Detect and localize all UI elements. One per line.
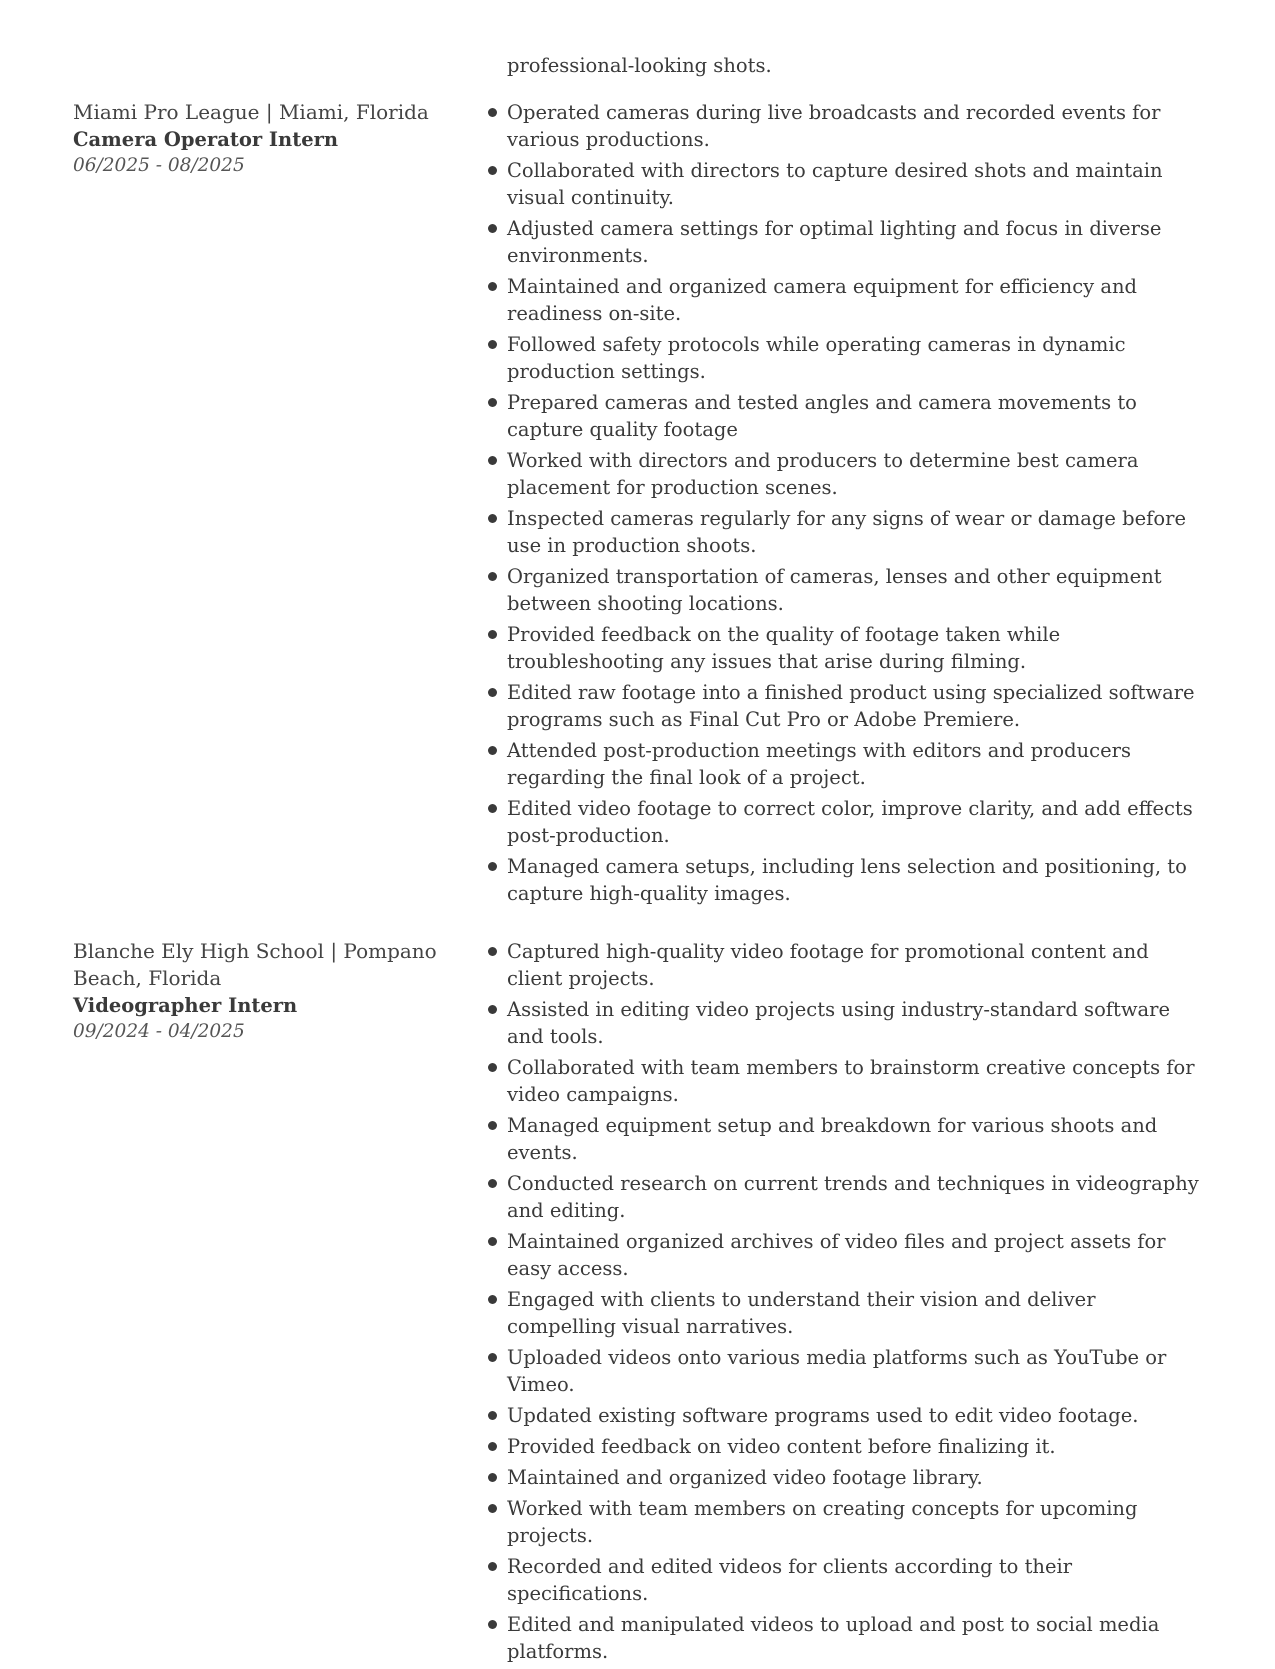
job-dates: 06/2025 - 08/2025 — [73, 155, 245, 176]
bullet-icon — [488, 1504, 497, 1513]
bullet-item — [507, 157, 1207, 211]
bullet-item — [507, 938, 1207, 992]
bullet-text: Updated existing software programs used to edit video footage. — [507, 1404, 1139, 1427]
bullet-text: Captured high-quality video footage for promotional content and client projects. — [507, 940, 1149, 990]
bullet-text: Edited raw footage into a finished product using specialized software programs such as Final Cut Pro or Adobe Premiere. — [507, 681, 1195, 731]
bullet-text: Edited and manipulated videos to upload and post to social media platforms. — [507, 1613, 1160, 1663]
bullet-icon — [488, 1620, 497, 1629]
bullet-item — [507, 679, 1207, 733]
bullet-item — [507, 853, 1207, 907]
bullet-text: Prepared cameras and tested angles and camera movements to capture quality footage — [507, 391, 1137, 441]
bullet-icon — [488, 1295, 497, 1304]
bullet-text: Collaborated with team members to brainstorm creative concepts for video campaigns. — [507, 1056, 1195, 1106]
bullet-item — [507, 215, 1207, 269]
bullet-icon — [488, 282, 497, 291]
employer-location: Blanche Ely High School | Pompano Beach, Florida — [73, 939, 437, 990]
job-dates: 09/2024 - 04/2025 — [73, 1021, 245, 1042]
bullet-text: Engaged with clients to understand their vision and deliver compelling visual narratives. — [507, 1288, 1096, 1338]
bullet-icon — [488, 1473, 497, 1482]
bullet-item — [507, 99, 1207, 153]
bullet-text: Maintained and organized camera equipment for efficiency and readiness on-site. — [507, 275, 1138, 325]
job-meta — [73, 99, 483, 179]
bullet-icon — [488, 514, 497, 523]
bullet-icon — [488, 804, 497, 813]
bullet-text: Provided feedback on video content before finalizing it. — [507, 1435, 1056, 1458]
bullet-text: Attended post-production meetings with editors and producers regarding the final look of a project. — [507, 739, 1131, 789]
bullet-item — [507, 1464, 1207, 1491]
bullet-icon — [488, 1121, 497, 1130]
bullet-text: Worked with directors and producers to determine best camera placement for production scenes. — [507, 449, 1139, 499]
bullet-item — [507, 389, 1207, 443]
bullet-text: Assisted in editing video projects using industry-standard software and tools. — [507, 998, 1171, 1048]
bullet-text: Maintained and organized video footage library. — [507, 1466, 983, 1489]
bullet-text: Maintained organized archives of video files and project assets for easy access. — [507, 1230, 1166, 1280]
bullet-item — [507, 273, 1207, 327]
bullet-text: Recorded and edited videos for clients according to their specifications. — [507, 1555, 1073, 1605]
bullet-item — [507, 1344, 1207, 1398]
bullet-item — [507, 563, 1207, 617]
bullet-text: Provided feedback on the quality of footage taken while troubleshooting any issues that arise during filming. — [507, 623, 1061, 673]
bullet-icon — [488, 1237, 497, 1246]
bullet-item — [507, 1553, 1207, 1607]
bullet-text: Edited video footage to correct color, improve clarity, and add effects post-production. — [507, 797, 1193, 847]
bullet-icon — [488, 340, 497, 349]
bullet-icon — [488, 947, 497, 956]
bullet-icon — [488, 1411, 497, 1420]
bullet-text: Worked with team members on creating concepts for upcoming projects. — [507, 1497, 1138, 1547]
bullet-icon — [488, 572, 497, 581]
bullet-icon — [488, 1005, 497, 1014]
bullet-icon — [488, 630, 497, 639]
bullet-item — [507, 621, 1207, 675]
bullet-icon — [488, 862, 497, 871]
job-title: Camera Operator Intern — [73, 128, 339, 151]
bullet-item — [507, 1228, 1207, 1282]
bullet-text: Conducted research on current trends and techniques in videography and editing. — [507, 1172, 1199, 1222]
bullet-item — [507, 737, 1207, 791]
bullet-text: Adjusted camera settings for optimal lighting and focus in diverse environments. — [507, 217, 1162, 267]
job-bullet-list — [507, 99, 1207, 911]
job-bullet-list — [507, 938, 1207, 1669]
bullet-icon — [488, 108, 497, 117]
bullet-item — [507, 505, 1207, 559]
job-title: Videographer Intern — [73, 994, 298, 1017]
bullet-item — [507, 1402, 1207, 1429]
bullet-icon — [488, 1562, 497, 1571]
bullet-icon — [488, 1179, 497, 1188]
bullet-icon — [488, 166, 497, 175]
bullet-icon — [488, 1063, 497, 1072]
job-meta — [73, 938, 483, 1045]
bullet-item — [507, 331, 1207, 385]
bullet-item — [507, 1054, 1207, 1108]
bullet-item — [507, 1112, 1207, 1166]
bullet-icon — [488, 224, 497, 233]
bullet-item — [507, 1286, 1207, 1340]
bullet-text: Collaborated with directors to capture desired shots and maintain visual continuity. — [507, 159, 1163, 209]
bullet-text: Managed equipment setup and breakdown for various shoots and events. — [507, 1114, 1158, 1164]
bullet-icon — [488, 688, 497, 697]
bullet-icon — [488, 1353, 497, 1362]
bullet-item — [507, 1433, 1207, 1460]
bullet-icon — [488, 1442, 497, 1451]
bullet-text: Managed camera setups, including lens selection and positioning, to capture high-quality images. — [507, 855, 1187, 905]
bullet-icon — [488, 746, 497, 755]
bullet-item — [507, 795, 1207, 849]
bullet-item — [507, 447, 1207, 501]
bullet-text: Operated cameras during live broadcasts and recorded events for various productions. — [507, 101, 1161, 151]
bullet-item — [507, 1495, 1207, 1549]
bullet-text: Followed safety protocols while operating cameras in dynamic production settings. — [507, 333, 1126, 383]
bullet-item — [507, 1611, 1207, 1665]
continued-bullet-text: professional-looking shots. — [507, 54, 772, 77]
bullet-text: Organized transportation of cameras, lenses and other equipment between shooting locations. — [507, 565, 1162, 615]
bullet-text: Inspected cameras regularly for any signs of wear or damage before use in production shoots. — [507, 507, 1186, 557]
bullet-icon — [488, 456, 497, 465]
bullet-text: Uploaded videos onto various media platforms such as YouTube or Vimeo. — [507, 1346, 1167, 1396]
bullet-item — [507, 996, 1207, 1050]
bullet-icon — [488, 398, 497, 407]
employer-location: Miami Pro League | Miami, Florida — [73, 100, 429, 124]
bullet-item — [507, 1170, 1207, 1224]
